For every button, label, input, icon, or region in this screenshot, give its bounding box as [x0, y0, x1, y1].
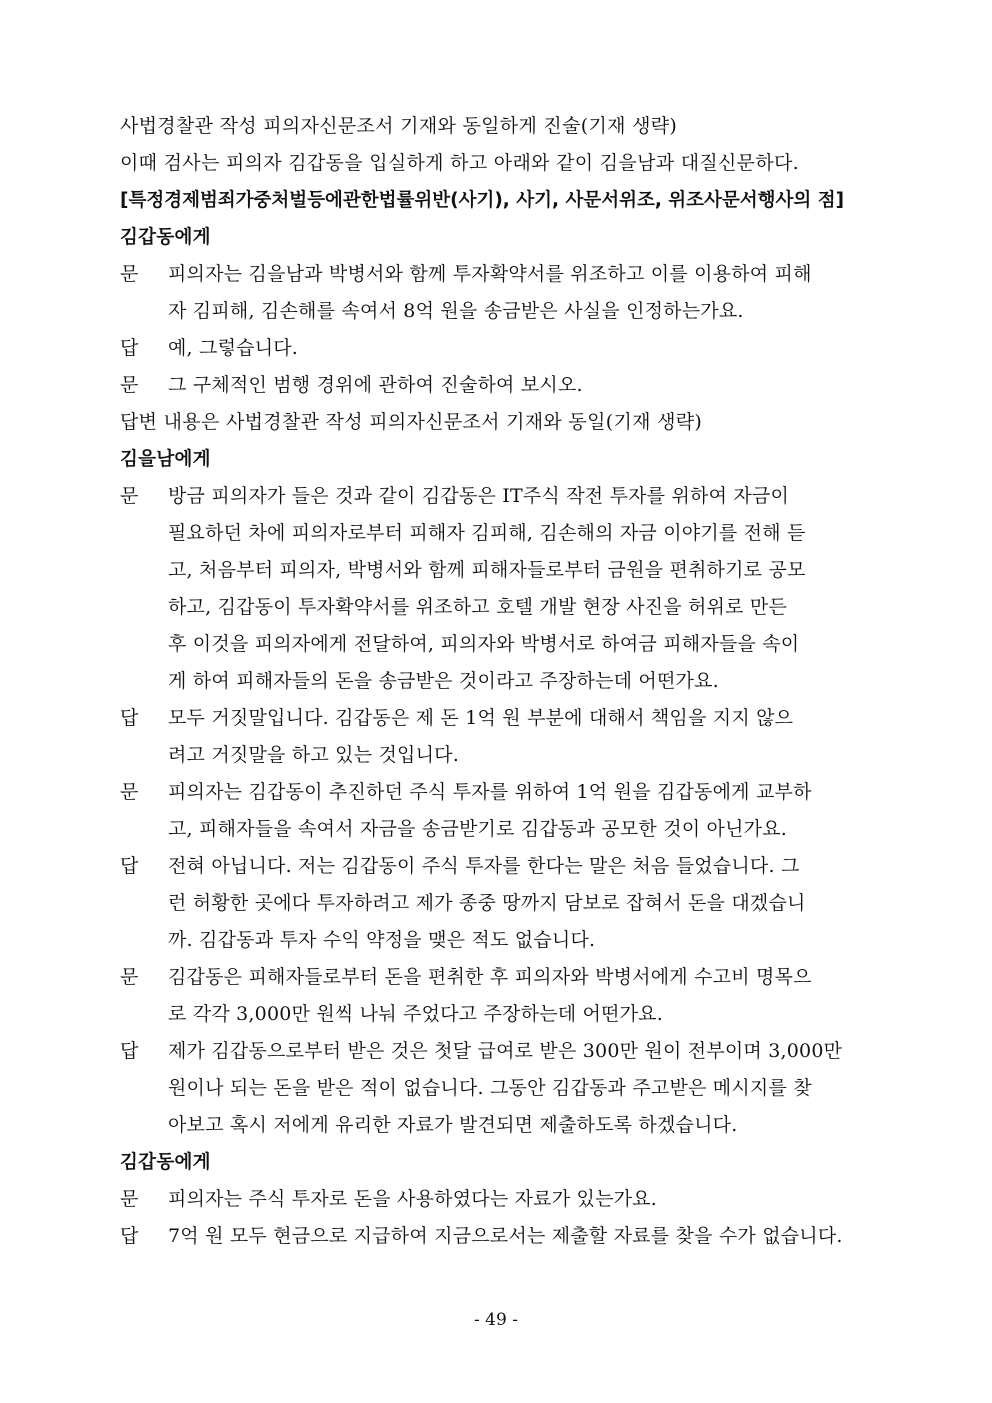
qa-text [168, 256, 880, 330]
answer-row [120, 330, 880, 367]
answer-mark: 답 [120, 855, 139, 877]
section-heading-kim-eulnam: 김을남에게 [120, 449, 211, 470]
qa-text-line: 7억 원 모두 현금으로 지급하여 지금으로서는 제출할 자료를 찾을 수가 없습니다. [168, 1225, 843, 1247]
document-body [120, 108, 880, 1255]
answer-mark: 답 [120, 337, 139, 359]
qa-text-line: 모두 거짓말입니다. 김갑동은 제 돈 1억 원 부분에 대해서 책임을 지지 않으 [168, 707, 794, 729]
qa-text-line: 방금 피의자가 들은 것과 같이 김갑동은 IT주식 작전 투자를 위하여 자금이 [168, 485, 790, 507]
qa-text-line: 제가 김갑동으로부터 받은 것은 첫달 급여로 받은 300만 원이 전부이며 3,000만 [168, 1040, 843, 1062]
qa-text [168, 700, 880, 774]
qa-text [168, 1218, 880, 1255]
question-row [120, 1181, 880, 1218]
qa-text-line: 필요하던 차에 피의자로부터 피해자 김피해, 김손해의 자금 이야기를 전해 듣 [168, 522, 806, 544]
qa-text-line: 피의자는 김갑동이 추진하던 주식 투자를 위하여 1억 원을 김갑동에게 교부하 [168, 781, 812, 803]
qa-text [168, 959, 880, 1033]
page-number: - 49 - [474, 1310, 518, 1330]
qa-text [168, 478, 880, 700]
section-2-qa [120, 478, 880, 1144]
qa-text-line: 원이나 되는 돈을 받은 적이 없습니다. 그동안 김갑동과 주고받은 메시지를 찾 [168, 1077, 812, 1099]
question-row [120, 256, 880, 330]
qa-text-line: 피의자는 김을남과 박병서와 함께 투자확약서를 위조하고 이를 이용하여 피해 [168, 263, 812, 285]
answer-mark: 답 [120, 707, 139, 729]
answer-row [120, 700, 880, 774]
qa-text-line: 런 허황한 곳에다 투자하려고 제가 종중 땅까지 담보로 잡혀서 돈을 대겠습니 [168, 892, 806, 914]
qa-text [168, 848, 880, 959]
qa-text-line: 하고, 김갑동이 투자확약서를 위조하고 호텔 개발 현장 사진을 허위로 만든 [168, 596, 788, 618]
question-row [120, 367, 880, 404]
question-mark: 문 [120, 485, 139, 507]
intro-line-2: 이때 검사는 피의자 김갑동을 입실하게 하고 아래와 같이 김을남과 대질신문하다. [120, 152, 799, 174]
answer-note: 답변 내용은 사법경찰관 작성 피의자신문조서 기재와 동일(기재 생략) [120, 411, 703, 433]
question-row [120, 959, 880, 1033]
answer-mark: 답 [120, 1225, 139, 1247]
qa-text-line: 피의자는 주식 투자로 돈을 사용하였다는 자료가 있는가요. [168, 1188, 657, 1210]
qa-text-line: 김갑동은 피해자들로부터 돈을 편취한 후 피의자와 박병서에게 수고비 명목으 [168, 966, 812, 988]
qa-text [168, 1033, 880, 1144]
qa-text-line: 아보고 혹시 저에게 유리한 자료가 발견되면 제출하도록 하겠습니다. [168, 1114, 738, 1136]
charge-heading: [특정경제범죄가중처벌등에관한법률위반(사기), 사기, 사문서위조, 위조사문서행사의 점] [120, 190, 845, 211]
qa-text [168, 367, 880, 404]
qa-text [168, 330, 880, 367]
qa-text-line: 자 김피해, 김손해를 속여서 8억 원을 송금받은 사실을 인정하는가요. [168, 300, 744, 322]
question-row [120, 774, 880, 848]
qa-text-line: 까. 김갑동과 투자 수익 약정을 맺은 적도 없습니다. [168, 929, 596, 951]
question-mark: 문 [120, 781, 139, 803]
answer-row [120, 848, 880, 959]
answer-row [120, 1218, 880, 1255]
qa-text [168, 774, 880, 848]
intro-line-1: 사법경찰관 작성 피의자신문조서 기재와 동일하게 진술(기재 생략) [120, 115, 678, 137]
section-1-qa [120, 256, 880, 404]
qa-text-line: 전혀 아닙니다. 저는 김갑동이 주식 투자를 한다는 말은 처음 들었습니다. 그 [168, 855, 800, 877]
question-mark: 문 [120, 966, 139, 988]
answer-mark: 답 [120, 1040, 139, 1062]
qa-text-line: 예, 그렇습니다. [168, 337, 299, 359]
qa-text [168, 1181, 880, 1218]
qa-text-line: 게 하여 피해자들의 돈을 송금받은 것이라고 주장하는데 어떤가요. [168, 670, 719, 692]
question-mark: 문 [120, 1188, 139, 1210]
question-mark: 문 [120, 263, 139, 285]
section-heading-kim-gapdong-1: 김갑동에게 [120, 227, 211, 248]
qa-text-line: 후 이것을 피의자에게 전달하여, 피의자와 박병서로 하여금 피해자들을 속이 [168, 633, 800, 655]
qa-text-line: 그 구체적인 범행 경위에 관하여 진술하여 보시오. [168, 374, 583, 396]
question-mark: 문 [120, 374, 139, 396]
qa-text-line: 고, 처음부터 피의자, 박병서와 함께 피해자들로부터 금원을 편취하기로 공모 [168, 559, 806, 581]
question-row [120, 478, 880, 700]
section-3-qa [120, 1181, 880, 1255]
qa-text-line: 로 각각 3,000만 원씩 나눠 주었다고 주장하는데 어떤가요. [168, 1003, 663, 1025]
qa-text-line: 려고 거짓말을 하고 있는 것입니다. [168, 744, 459, 766]
answer-row [120, 1033, 880, 1144]
section-heading-kim-gapdong-2: 김갑동에게 [120, 1152, 211, 1173]
qa-text-line: 고, 피해자들을 속여서 자금을 송금받기로 김갑동과 공모한 것이 아닌가요. [168, 818, 788, 840]
